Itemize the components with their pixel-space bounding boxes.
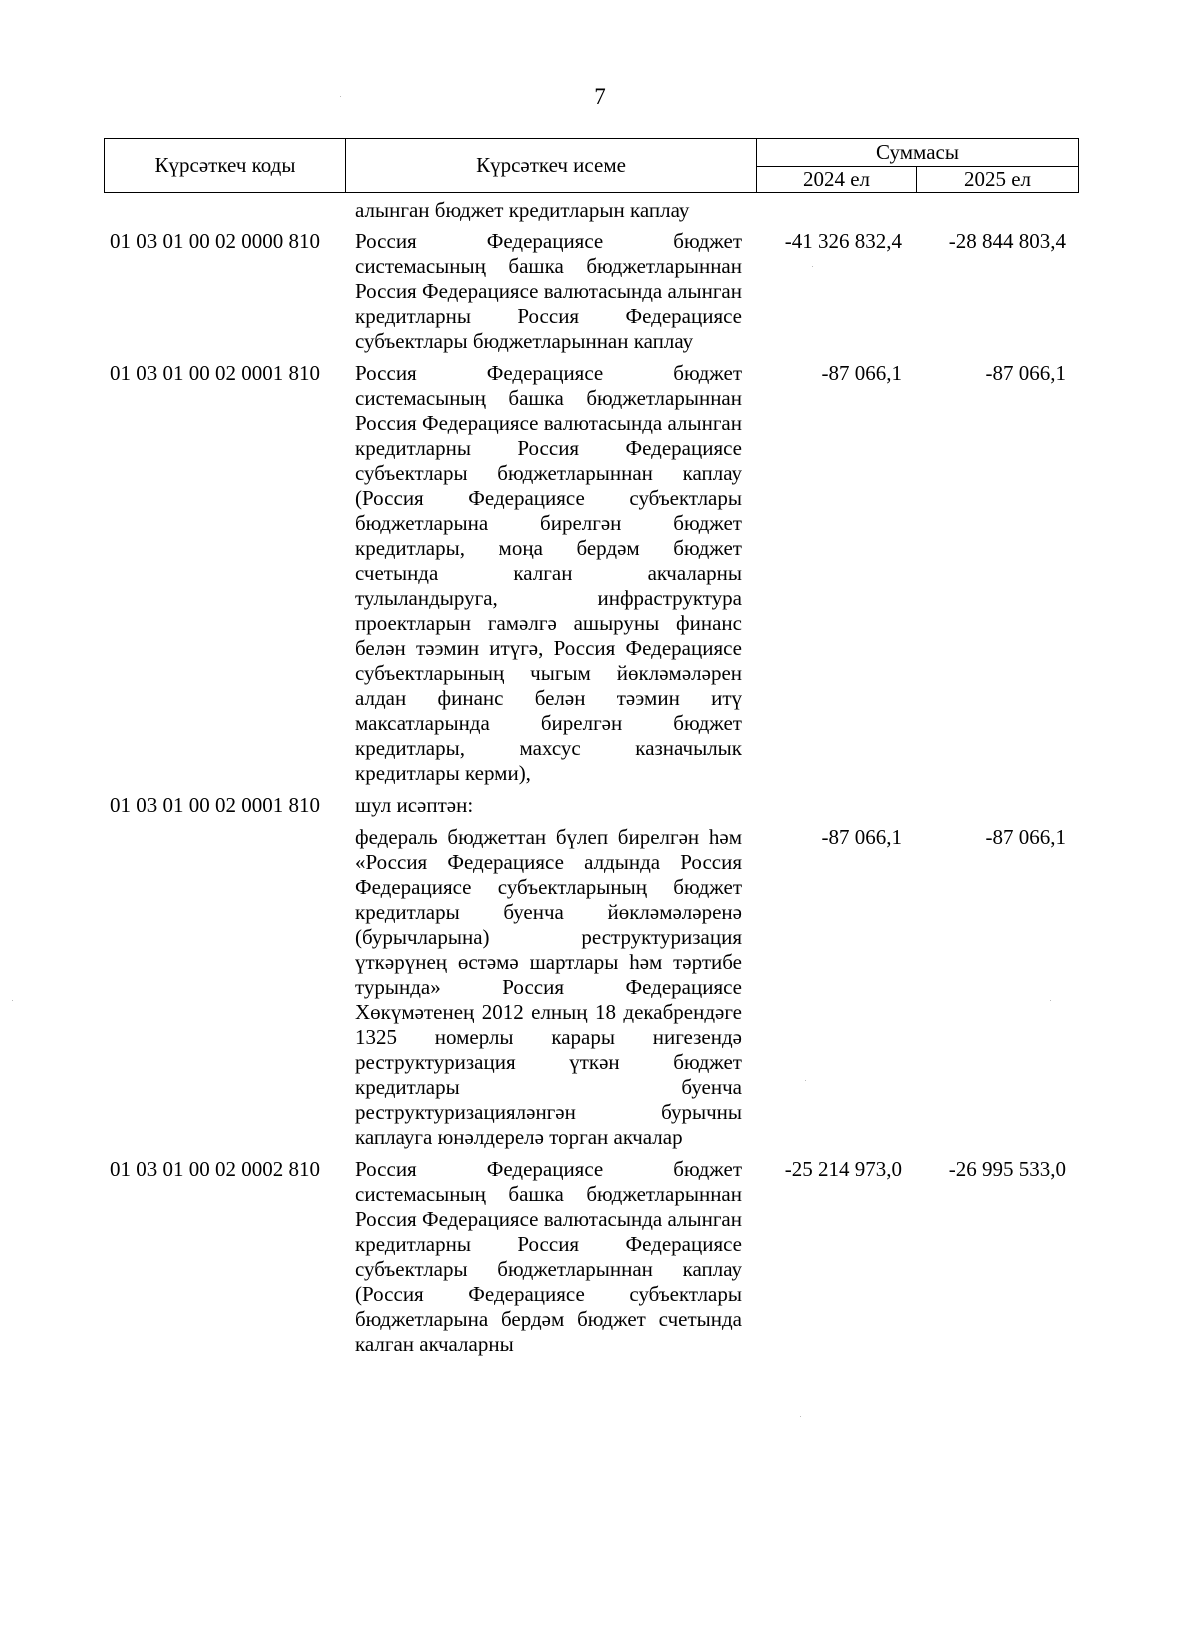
scan-speck	[800, 1416, 801, 1417]
header-name-cell: Күрсәткеч исеме	[346, 139, 757, 193]
row-value-2024: -87 066,1	[821, 361, 902, 385]
row-name: шул исәптән:	[355, 793, 474, 817]
row-value-2025: -87 066,1	[985, 361, 1066, 385]
row-value-2025: -87 066,1	[985, 825, 1066, 849]
row-value-2025: -26 995 533,0	[948, 1157, 1066, 1181]
table-header	[104, 138, 1079, 193]
row-name: федераль бюджеттан бүлеп бирелгән һәм «Россия Федерациясе алдында Россия Федерациясе субъектларының бюджет кредитлары буенча йөкләмәләренә (бурычларына) реструктуризация үткәрүнең өстәмә шартлары һәм тәртибе турында» Россия Федерациясе Хөкүмәтенең 2012 елның 18 декабрендәге 1325 номерлы карары нигезендә реструктуризация үткән бюджет кредитлары буенча реструктуризацияләнгән бурычны каплауга юнәлдерелә торган акчалар	[355, 825, 742, 1149]
scan-speck	[1050, 1000, 1051, 1001]
scan-speck	[812, 266, 813, 267]
header-code-cell: Күрсәткеч коды	[105, 139, 346, 193]
row-code: 01 03 01 00 02 0002 810	[110, 1157, 320, 1181]
table-row	[0, 229, 1200, 354]
row-code: 01 03 01 00 02 0001 810	[110, 793, 320, 817]
table-row	[0, 825, 1200, 1150]
table-row	[0, 198, 1200, 223]
row-value-2024: -87 066,1	[821, 825, 902, 849]
header-sum-cell: Суммасы	[757, 139, 1079, 167]
row-code: 01 03 01 00 02 0000 810	[110, 229, 320, 253]
table-body	[0, 198, 1200, 1357]
scan-speck	[12, 1000, 13, 1001]
row-value-2024: -41 326 832,4	[784, 229, 902, 253]
table-row	[0, 1157, 1200, 1357]
row-name: Россия Федерациясе бюджет системасының башка бюджетларыннан Россия Федерациясе валютасында алынган кредитларны Россия Федерациясе субъектлары бюджетларыннан каплау (Россия Федерациясе субъектлары бюджетларына бирелгән бюджет кредитлары, моңа бердәм бюджет счетында калган акчаларны тулыландыруга, инфраструктура проектларын гамәлгә ашыруны финанс белән тәэмин итүгә, Россия Федерациясе субъектларының чыгым йөкләмәләрен алдан финанс белән тәэмин итү максатларында бирелгән бюджет кредитлары, махсус казначылык кредитлары керми),	[355, 361, 742, 785]
row-value-2024: -25 214 973,0	[784, 1157, 902, 1181]
page-number: 7	[594, 84, 606, 109]
table-row	[0, 793, 1200, 818]
row-name: Россия Федерациясе бюджет системасының башка бюджетларыннан Россия Федерациясе валютасында алынган кредитларны Россия Федерациясе субъектлары бюджетларыннан каплау (Россия Федерациясе субъектлары бюджетларына бердәм бюджет счетында калган акчаларны	[355, 1157, 742, 1356]
scan-speck	[805, 1080, 806, 1081]
header-2024-cell: 2024 ел	[757, 166, 917, 193]
header-2025-cell: 2025 ел	[917, 166, 1079, 193]
row-name: Россия Федерациясе бюджет системасының башка бюджетларыннан Россия Федерациясе валютасында алынган кредитларны Россия Федерациясе субъектлары бюджетларыннан каплау	[355, 229, 742, 353]
table-row	[0, 361, 1200, 786]
row-name: алынган бюджет кредитларын каплау	[355, 198, 690, 222]
row-value-2025: -28 844 803,4	[948, 229, 1066, 253]
scan-speck	[340, 96, 341, 97]
row-code: 01 03 01 00 02 0001 810	[110, 361, 320, 385]
